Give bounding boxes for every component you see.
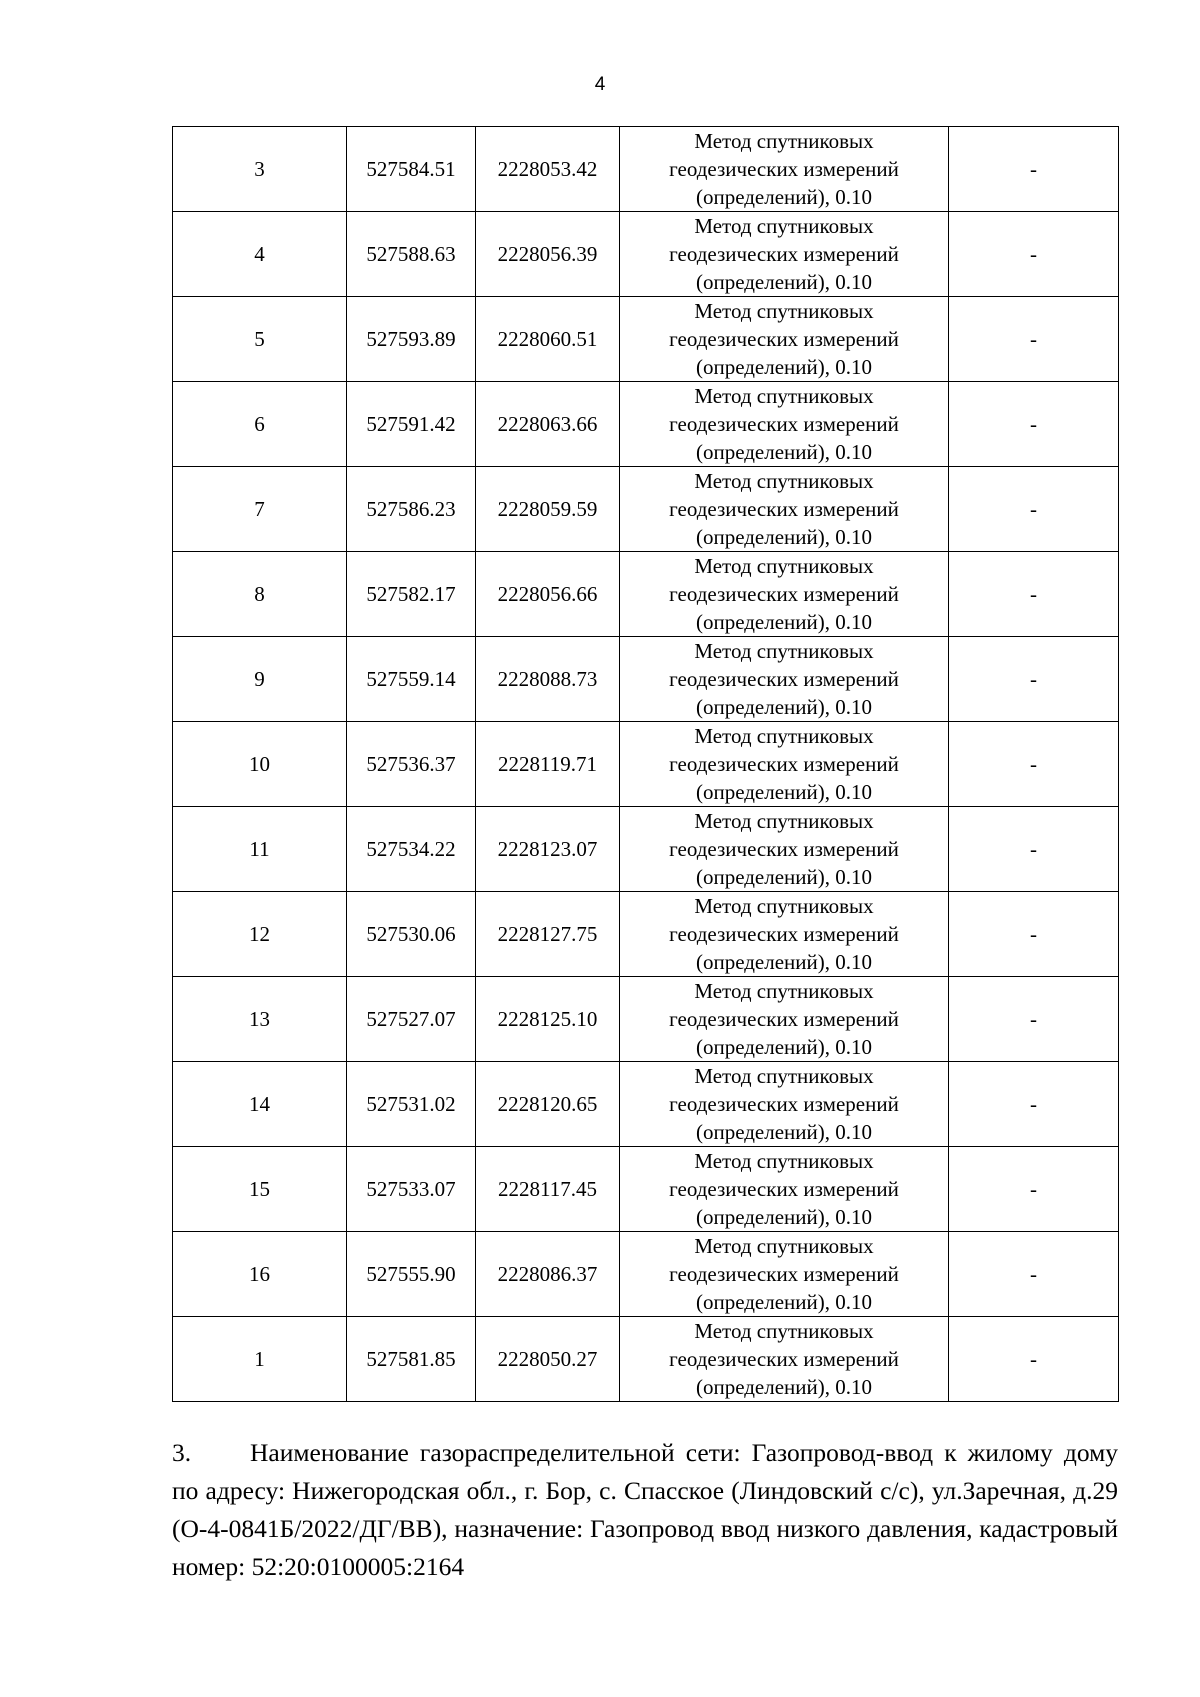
method-line: (определений), 0.10 xyxy=(695,185,873,209)
x-coordinate-cell: 527586.23 xyxy=(347,467,476,552)
method-line: Метод спутниковых xyxy=(694,554,874,578)
method-line: (определений), 0.10 xyxy=(695,355,873,379)
method-line: геодезических измерений xyxy=(669,497,899,521)
x-coordinate-cell: 527593.89 xyxy=(347,297,476,382)
x-coordinate-cell: 527534.22 xyxy=(347,807,476,892)
point-number-cell: 9 xyxy=(173,637,347,722)
y-coordinate-cell: 2228127.75 xyxy=(476,892,620,977)
method-line: (определений), 0.10 xyxy=(695,440,873,464)
method-line: геодезических измерений xyxy=(669,582,899,606)
method-cell xyxy=(620,977,949,1062)
note-cell: - xyxy=(949,892,1119,977)
y-coordinate-cell: 2228086.37 xyxy=(476,1232,620,1317)
point-number-cell: 8 xyxy=(173,552,347,637)
method-line: геодезических измерений xyxy=(669,1007,899,1031)
table-row xyxy=(173,892,1119,977)
method-line: (определений), 0.10 xyxy=(695,1120,873,1144)
coordinates-table xyxy=(172,126,1119,1402)
method-line: (определений), 0.10 xyxy=(695,610,873,634)
table-row xyxy=(173,212,1119,297)
method-line: геодезических измерений xyxy=(669,837,899,861)
note-cell: - xyxy=(949,1317,1119,1402)
table-row xyxy=(173,297,1119,382)
point-number-cell: 6 xyxy=(173,382,347,467)
coordinates-table-body xyxy=(173,127,1119,1402)
x-coordinate-cell: 527591.42 xyxy=(347,382,476,467)
method-line: геодезических измерений xyxy=(669,922,899,946)
y-coordinate-cell: 2228125.10 xyxy=(476,977,620,1062)
method-line: геодезических измерений xyxy=(669,242,899,266)
note-cell: - xyxy=(949,297,1119,382)
x-coordinate-cell: 527530.06 xyxy=(347,892,476,977)
method-line: геодезических измерений xyxy=(669,327,899,351)
x-coordinate-cell: 527555.90 xyxy=(347,1232,476,1317)
note-cell: - xyxy=(949,722,1119,807)
point-number-cell: 16 xyxy=(173,1232,347,1317)
method-cell xyxy=(620,722,949,807)
method-line: геодезических измерений xyxy=(669,157,899,181)
point-number-cell: 1 xyxy=(173,1317,347,1402)
method-line: Метод спутниковых xyxy=(694,384,874,408)
method-line: Метод спутниковых xyxy=(694,1149,874,1173)
method-line: Метод спутниковых xyxy=(694,299,874,323)
x-coordinate-cell: 527533.07 xyxy=(347,1147,476,1232)
y-coordinate-cell: 2228053.42 xyxy=(476,127,620,212)
table-row xyxy=(173,1062,1119,1147)
method-line: (определений), 0.10 xyxy=(695,1035,873,1059)
method-line: (определений), 0.10 xyxy=(695,950,873,974)
table-row xyxy=(173,127,1119,212)
section-number: 3. xyxy=(172,1438,192,1467)
x-coordinate-cell: 527581.85 xyxy=(347,1317,476,1402)
point-number-cell: 12 xyxy=(173,892,347,977)
method-line: Метод спутниковых xyxy=(694,724,874,748)
section-text: Наименование газораспределительной сети: Газопровод-ввод к жилому дому по адресу: Нижегородская обл., г. Бор, с. Спасское (Линдовский с/с), ул.Заречная, д.29 (О-4-0841Б/2022/ДГ/ВВ), назначение: Газопровод ввод низкого давления, кадастровый номер: 52:20:0100005:2164 xyxy=(172,1438,1118,1581)
method-line: геодезических измерений xyxy=(669,412,899,436)
note-cell: - xyxy=(949,807,1119,892)
method-line: Метод спутниковых xyxy=(694,129,874,153)
point-number-cell: 11 xyxy=(173,807,347,892)
table-row xyxy=(173,382,1119,467)
method-cell xyxy=(620,297,949,382)
y-coordinate-cell: 2228123.07 xyxy=(476,807,620,892)
y-coordinate-cell: 2228119.71 xyxy=(476,722,620,807)
section-3-paragraph xyxy=(172,1434,1118,1586)
page-number: 4 xyxy=(594,74,606,95)
method-line: геодезических измерений xyxy=(669,1092,899,1116)
method-cell xyxy=(620,1317,949,1402)
y-coordinate-cell: 2228056.66 xyxy=(476,552,620,637)
note-cell: - xyxy=(949,467,1119,552)
note-cell: - xyxy=(949,382,1119,467)
x-coordinate-cell: 527582.17 xyxy=(347,552,476,637)
method-cell xyxy=(620,382,949,467)
method-cell xyxy=(620,1232,949,1317)
method-cell xyxy=(620,637,949,722)
x-coordinate-cell: 527584.51 xyxy=(347,127,476,212)
table-row xyxy=(173,467,1119,552)
method-line: Метод спутниковых xyxy=(694,809,874,833)
table-row xyxy=(173,1147,1119,1232)
x-coordinate-cell: 527531.02 xyxy=(347,1062,476,1147)
y-coordinate-cell: 2228060.51 xyxy=(476,297,620,382)
method-line: (определений), 0.10 xyxy=(695,1290,873,1314)
table-row xyxy=(173,637,1119,722)
note-cell: - xyxy=(949,212,1119,297)
method-line: геодезических измерений xyxy=(669,1262,899,1286)
table-row xyxy=(173,807,1119,892)
table-row xyxy=(173,722,1119,807)
table-row xyxy=(173,1317,1119,1402)
method-line: (определений), 0.10 xyxy=(695,1375,873,1399)
method-cell xyxy=(620,892,949,977)
method-line: геодезических измерений xyxy=(669,667,899,691)
method-line: Метод спутниковых xyxy=(694,1064,874,1088)
point-number-cell: 14 xyxy=(173,1062,347,1147)
note-cell: - xyxy=(949,977,1119,1062)
note-cell: - xyxy=(949,552,1119,637)
point-number-cell: 10 xyxy=(173,722,347,807)
point-number-cell: 5 xyxy=(173,297,347,382)
method-cell xyxy=(620,807,949,892)
note-cell: - xyxy=(949,1062,1119,1147)
method-line: геодезических измерений xyxy=(669,752,899,776)
table-row xyxy=(173,552,1119,637)
x-coordinate-cell: 527536.37 xyxy=(347,722,476,807)
x-coordinate-cell: 527527.07 xyxy=(347,977,476,1062)
method-line: Метод спутниковых xyxy=(694,1234,874,1258)
method-cell xyxy=(620,1147,949,1232)
note-cell: - xyxy=(949,1147,1119,1232)
method-cell xyxy=(620,127,949,212)
method-line: (определений), 0.10 xyxy=(695,695,873,719)
x-coordinate-cell: 527559.14 xyxy=(347,637,476,722)
y-coordinate-cell: 2228120.65 xyxy=(476,1062,620,1147)
point-number-cell: 15 xyxy=(173,1147,347,1232)
method-cell xyxy=(620,552,949,637)
method-line: (определений), 0.10 xyxy=(695,1205,873,1229)
method-line: Метод спутниковых xyxy=(694,469,874,493)
note-cell: - xyxy=(949,1232,1119,1317)
point-number-cell: 3 xyxy=(173,127,347,212)
method-line: Метод спутниковых xyxy=(694,214,874,238)
method-line: Метод спутниковых xyxy=(694,979,874,1003)
note-cell: - xyxy=(949,637,1119,722)
method-line: (определений), 0.10 xyxy=(695,270,873,294)
y-coordinate-cell: 2228063.66 xyxy=(476,382,620,467)
method-line: Метод спутниковых xyxy=(694,894,874,918)
method-line: (определений), 0.10 xyxy=(695,865,873,889)
table-row xyxy=(173,1232,1119,1317)
method-line: геодезических измерений xyxy=(669,1347,899,1371)
method-line: геодезических измерений xyxy=(669,1177,899,1201)
note-cell: - xyxy=(949,127,1119,212)
method-line: Метод спутниковых xyxy=(694,639,874,663)
method-cell xyxy=(620,1062,949,1147)
point-number-cell: 13 xyxy=(173,977,347,1062)
method-line: (определений), 0.10 xyxy=(695,525,873,549)
y-coordinate-cell: 2228059.59 xyxy=(476,467,620,552)
method-line: Метод спутниковых xyxy=(694,1319,874,1343)
point-number-cell: 4 xyxy=(173,212,347,297)
y-coordinate-cell: 2228088.73 xyxy=(476,637,620,722)
x-coordinate-cell: 527588.63 xyxy=(347,212,476,297)
method-line: (определений), 0.10 xyxy=(695,780,873,804)
method-cell xyxy=(620,467,949,552)
y-coordinate-cell: 2228056.39 xyxy=(476,212,620,297)
y-coordinate-cell: 2228050.27 xyxy=(476,1317,620,1402)
y-coordinate-cell: 2228117.45 xyxy=(476,1147,620,1232)
table-row xyxy=(173,977,1119,1062)
point-number-cell: 7 xyxy=(173,467,347,552)
method-cell xyxy=(620,212,949,297)
